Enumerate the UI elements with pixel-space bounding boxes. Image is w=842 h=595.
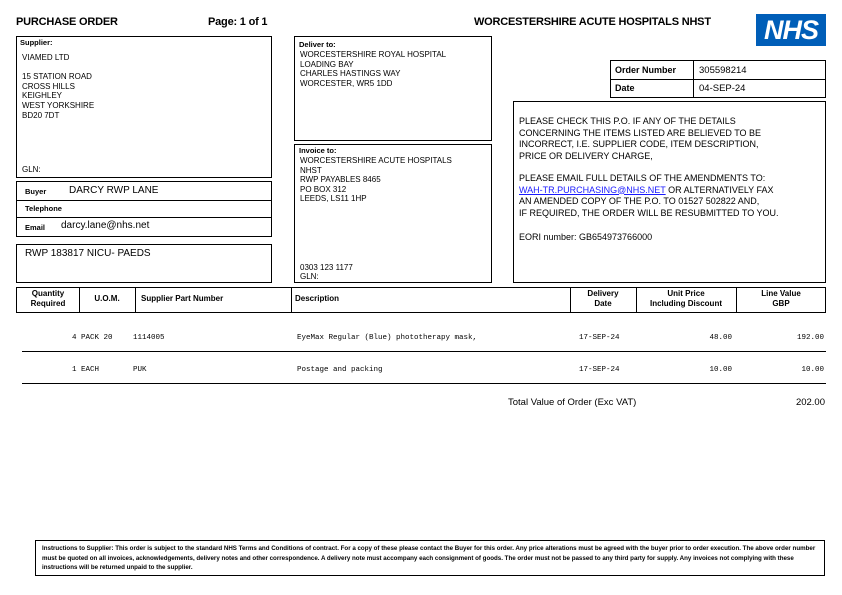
table-header — [16, 287, 826, 313]
eori-number: EORI number: GB654973766000 — [519, 232, 653, 242]
supplier-gln-label: GLN: — [22, 165, 41, 174]
item-part: 1114005 — [133, 334, 165, 342]
buyer-label: Buyer — [25, 187, 47, 196]
deliver-to-address: WORCESTERSHIRE ROYAL HOSPITAL LOADING BAY CHARLES HASTINGS WAY WORCESTER, WR5 1DD — [300, 50, 447, 88]
buyer-email: darcy.lane@nhs.net — [61, 220, 150, 231]
buyer-name: DARCY RWP LANE — [69, 185, 159, 196]
supplier-instructions: Instructions to Supplier: This order is subject to the standard NHS Terms and Conditions of contract. For a copy of these please contact the Buyer for this order. Any price alterations must be agreed with the buyer prior to order execution. The above order number must be quoted on all invoices, acknowledgements, delivery notes and other correspondence. A delivery note must accompany each consignment of goods. The order must not be passed to any third party for supply. Any invoices not complying with these instructions will be returned unpaid to the supplier. — [42, 545, 816, 571]
supplier-box — [16, 36, 272, 178]
item-date: 17-SEP-24 — [579, 334, 620, 342]
item-desc: EyeMax Regular (Blue) phototherapy mask, — [297, 334, 478, 342]
order-number-label: Order Number — [615, 65, 677, 75]
invoice-to-label: Invoice to: — [299, 146, 337, 155]
order-reference: RWP 183817 NICU- PAEDS — [25, 248, 151, 259]
col-delivery-date: Delivery Date — [587, 289, 619, 308]
invoice-phone: 0303 123 1177 — [300, 263, 353, 272]
item-uom: PACK 20 — [81, 334, 113, 342]
deliver-to-box — [294, 36, 492, 141]
supplier-address: VIAMED LTD 15 STATION ROAD CROSS HILLS KEIGHLEY WEST YORKSHIRE BD20 7DT — [22, 53, 95, 120]
col-quantity: Quantity Required — [30, 289, 66, 308]
organisation-name: WORCESTERSHIRE ACUTE HOSPITALS NHST — [474, 16, 711, 28]
notice-check-text: PLEASE CHECK THIS P.O. IF ANY OF THE DETAILS CONCERNING THE ITEMS LISTED ARE BELIEVED TO BE INCORRECT, I.E. SUPPLIER CODE, ITEM DESCRIPTION, PRICE OR DELIVERY CHARGE, — [519, 116, 762, 161]
purchasing-email-link[interactable]: WAH-TR.PURCHASING@NHS.NET — [519, 184, 666, 195]
instructions-box — [35, 540, 825, 576]
item-qty: 1 — [72, 366, 77, 374]
order-info-box — [610, 60, 826, 98]
total-value: 202.00 — [795, 397, 825, 408]
deliver-to-label: Deliver to: — [299, 40, 336, 49]
row-divider — [22, 383, 826, 384]
item-uom: EACH — [81, 366, 100, 374]
telephone-label: Telephone — [25, 204, 62, 213]
page-indicator: Page: 1 of 1 — [208, 16, 268, 28]
invoice-to-box — [294, 144, 492, 283]
item-part: PUK — [133, 366, 147, 374]
item-line-value: 192.00 — [796, 334, 824, 342]
notice-email-text: PLEASE EMAIL FULL DETAILS OF THE AMENDMENTS TO: WAH-TR.PURCHASING@NHS.NET OR ALTERNATIVELY FAX AN AMENDED COPY OF THE P.O. TO 01527 502822 AND, IF REQUIRED, THE ORDER WILL BE RESUBMITTED TO YOU. — [519, 173, 779, 218]
total-label: Total Value of Order (Exc VAT) — [508, 397, 637, 408]
item-line-value: 10.00 — [801, 366, 824, 374]
col-unit-price: Unit Price Including Discount — [650, 289, 722, 308]
order-date-label: Date — [615, 83, 635, 93]
col-uom: U.O.M. — [94, 294, 120, 303]
row-divider — [22, 351, 826, 352]
nhs-logo: NHS — [756, 14, 826, 46]
item-date: 17-SEP-24 — [579, 366, 620, 374]
buyer-box — [16, 181, 272, 237]
item-unit-price: 48.00 — [709, 334, 732, 342]
email-label: Email — [25, 223, 46, 232]
col-supplier-part: Supplier Part Number — [141, 294, 224, 303]
document-title: PURCHASE ORDER — [16, 16, 118, 28]
col-line-value: Line Value GBP — [761, 289, 801, 308]
col-description: Description — [295, 294, 340, 303]
item-unit-price: 10.00 — [709, 366, 732, 374]
item-qty: 4 — [72, 334, 77, 342]
invoice-gln-label: GLN: — [300, 272, 319, 281]
order-number: 305598214 — [699, 65, 747, 76]
order-date: 04-SEP-24 — [699, 83, 746, 94]
notice-box — [513, 101, 826, 283]
invoice-to-address: WORCESTERSHIRE ACUTE HOSPITALS NHST RWP PAYABLES 8465 PO BOX 312 LEEDS, LS11 1HP — [300, 156, 452, 204]
reference-box — [16, 244, 272, 283]
item-desc: Postage and packing — [297, 366, 383, 374]
supplier-label: Supplier: — [20, 38, 53, 47]
